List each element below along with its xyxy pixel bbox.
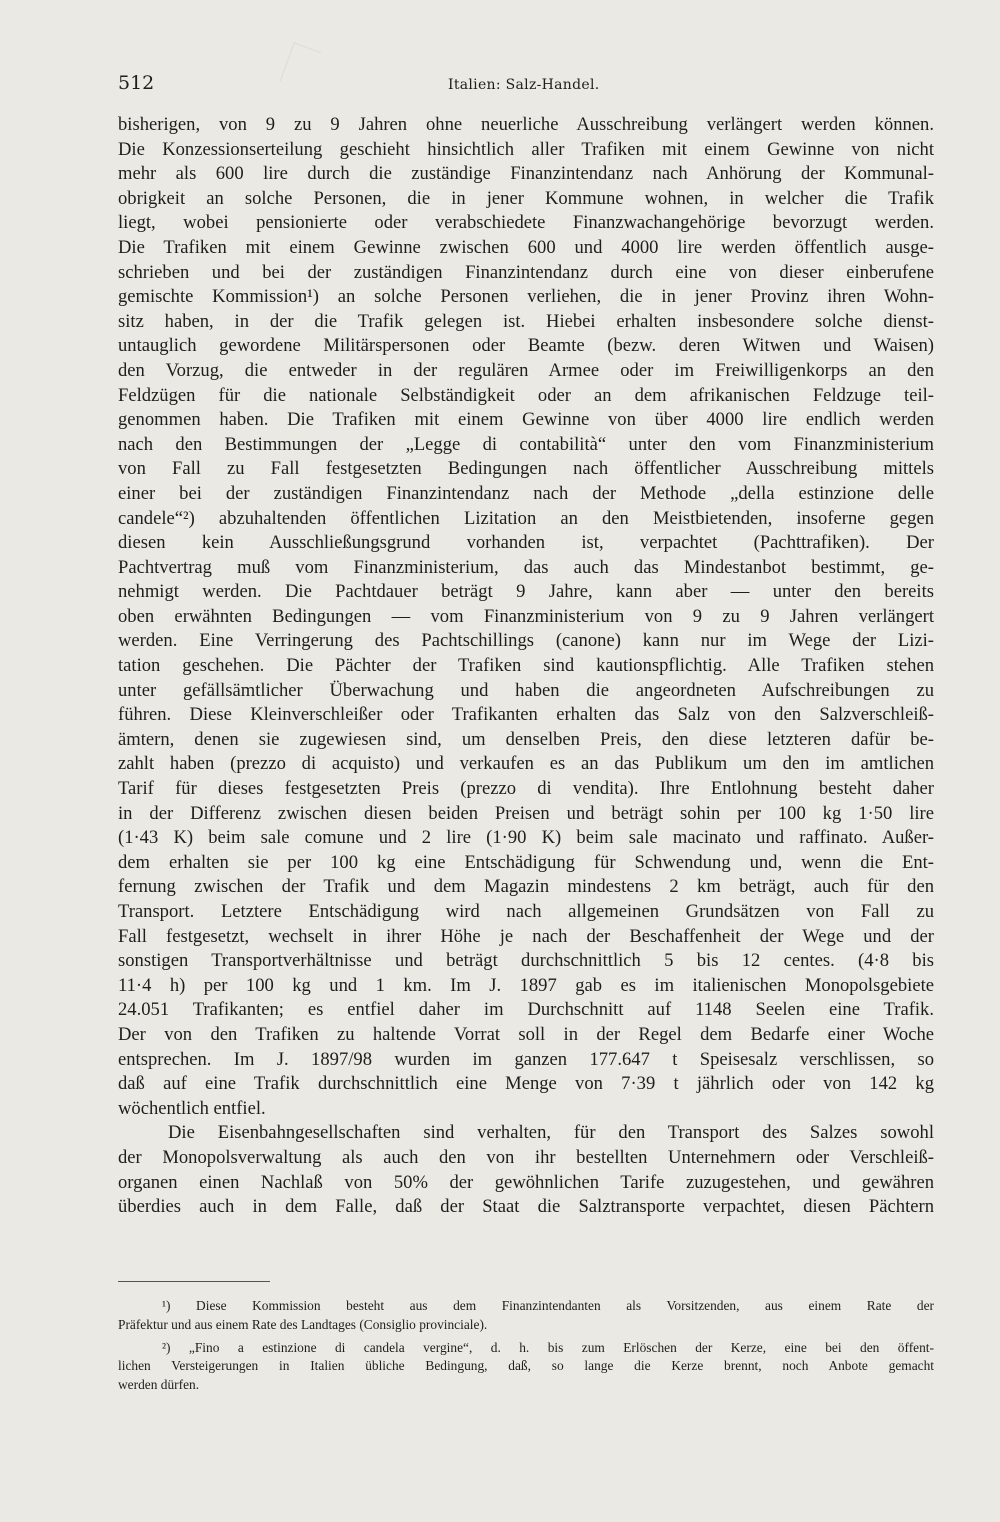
footnotes — [118, 1297, 934, 1395]
text-line: candele“²) abzuhaltenden öffentlichen Lizitation an den Meistbietenden, insoferne gegen — [118, 507, 934, 529]
footnote-line: werden dürfen. — [118, 1377, 200, 1393]
text-line: organen einen Nachlaß von 50% der gewöhnlichen Tarife zuzugestehen, und gewähren — [118, 1171, 934, 1193]
text-line: Die Konzessionserteilung geschieht hinsichtlich aller Trafiken mit einem Gewinne von nicht — [118, 138, 934, 160]
text-line: unter gefällsämtlicher Überwachung und haben die angeordneten Aufschreibungen zu — [118, 679, 934, 701]
footnote — [118, 1339, 934, 1395]
text-line: bisherigen, von 9 zu 9 Jahren ohne neuerliche Ausschreibung verlängert werden können. — [118, 114, 934, 135]
text-line: von Fall zu Fall festgesetzten Bedingungen nach öffentlicher Ausschreibung mittels — [118, 458, 934, 480]
footnote-rule — [118, 1281, 270, 1282]
text-line: Transport. Letztere Entschädigung wird nach allgemeinen Grundsätzen von Fall zu — [118, 901, 934, 922]
text-line: Feldzügen für die nationale Selbständigkeit oder an dem afrikanischen Feldzuge teil- — [118, 384, 934, 406]
text-line: liegt, wobei pensionierte oder verabschiedete Finanzwachangehörige bevorzugt werden. — [118, 212, 934, 234]
footnote-line: ¹) Diese Kommission besteht aus dem Finanzintendanten als Vorsitzenden, aus einem Rate der — [162, 1298, 934, 1313]
page-header — [118, 72, 934, 102]
text-line: zahlt haben (prezzo di acquisto) und verkaufen es an das Publikum um den im amtlichen — [118, 753, 934, 775]
text-line: daß auf eine Trafik durchschnittlich eine Menge von 7·39 t jährlich oder von 142 kg — [118, 1073, 934, 1095]
footnote-line: lichen Versteigerungen in Italien übliche Bedingung, daß, so lange die Kerze brennt, noch Anbote gemacht — [118, 1358, 934, 1374]
text-line: ämtern, denen sie zugewiesen sind, um denselben Preis, den diese letzteren dafür be- — [118, 728, 934, 750]
text-line: schrieben und bei der zuständigen Finanzintendanz durch eine von dieser einberufene — [118, 261, 934, 283]
text-line: sitz haben, in der die Trafik gelegen ist. Hiebei erhalten insbesondere solche dienst- — [118, 310, 934, 332]
text-line: sonstigen Transportverhältnisse und beträgt durchschnittlich 5 bis 12 centes. (4·8 bis — [118, 950, 934, 972]
text-line: 24.051 Trafikanten; es entfiel daher im Durchschnitt auf 1148 Seelen eine Trafik. — [118, 999, 934, 1021]
text-line: Die Eisenbahngesellschaften sind verhalten, für den Transport des Salzes sowohl — [168, 1122, 934, 1144]
text-line: in der Differenz zwischen diesen beiden Preisen und beträgt sohin per 100 kg 1·50 lire — [118, 802, 934, 824]
text-line: mehr als 600 lire durch die zuständige Finanzintendanz nach Anhörung der Kommunal- — [118, 163, 934, 185]
footnote-line: ²) „Fino a estinzione di candela vergine“, d. h. bis zum Erlöschen der Kerze, eine bei den öffent- — [162, 1339, 934, 1355]
text-line: fernung zwischen der Trafik und dem Magazin mindestens 2 km beträgt, auch für den — [118, 876, 934, 898]
footnote — [118, 1297, 934, 1335]
text-line: untauglich gewordene Militärspersonen oder Beamte (bezw. deren Witwen und Waisen) — [118, 335, 934, 357]
text-line: den Vorzug, die entweder in der regulären Armee oder im Freiwilligenkorps an den — [118, 359, 934, 381]
text-line: nach den Bestimmungen der „Legge di contabilità“ unter den vom Finanzministerium — [118, 433, 934, 455]
text-line: Die Trafiken mit einem Gewinne zwischen 600 und 4000 lire werden öffentlich ausge- — [118, 236, 934, 258]
text-line: obrigkeit an solche Personen, die in jener Kommune wohnen, in welcher die Trafik — [118, 187, 934, 209]
text-line: 11·4 h) per 100 kg und 1 km. Im J. 1897 gab es im italienischen Monopolsgebiete — [118, 974, 934, 996]
page-number: 512 — [118, 72, 155, 94]
text-line: nehmigt werden. Die Pachtdauer beträgt 9 Jahre, kann aber — unter den bereits — [118, 581, 934, 603]
text-line: dem erhalten sie per 100 kg eine Entschädigung für Schwendung und, wenn die Ent- — [118, 851, 934, 873]
text-line: einer bei der zuständigen Finanzintendanz nach der Methode „della estinzione delle — [118, 482, 934, 504]
running-title: Italien: Salz-Handel. — [448, 77, 600, 93]
text-line: (1·43 K) beim sale comune und 2 lire (1·90 K) beim sale macinato und raffinato. Außer- — [118, 827, 934, 849]
text-line: Tarif für dieses festgesetzten Preis (prezzo di vendita). Ihre Entlohnung besteht daher — [118, 778, 934, 800]
text-line: gemischte Kommission¹) an solche Personen verliehen, die in jener Provinz ihren Wohn- — [118, 286, 934, 308]
text-line: führen. Diese Kleinverschleißer oder Trafikanten erhalten das Salz von den Salzverschleiß- — [118, 704, 934, 726]
text-line: überdies auch in dem Falle, daß der Staat die Salztransporte verpachtet, diesen Pächtern — [118, 1196, 934, 1218]
text-line: wöchentlich entfiel. — [118, 1097, 266, 1119]
text-line: oben erwähnten Bedingungen — vom Finanzministerium von 9 zu 9 Jahren verlängert — [118, 605, 934, 627]
text-line: genommen haben. Die Trafiken mit einem Gewinne von über 4000 lire endlich werden — [118, 409, 934, 431]
text-line: Der von den Trafiken zu haltende Vorrat soll in der Regel dem Bedarfe einer Woche — [118, 1023, 934, 1045]
text-line: Pachtvertrag muß vom Finanzministerium, das auch das Mindestanbot bestimmt, ge- — [118, 556, 934, 578]
text-line: Fall festgesetzt, wechselt in ihrer Höhe je nach der Beschaffenheit der Wege und der — [118, 925, 934, 947]
text-line: tation geschehen. Die Pächter der Trafiken sind kautionspflichtig. Alle Trafiken stehen — [118, 655, 934, 677]
text-line: entsprechen. Im J. 1897/98 wurden im ganzen 177.647 t Speisesalz verschlissen, so — [118, 1048, 934, 1070]
text-line: der Monopolsverwaltung als auch den von ihr bestellten Unternehmern oder Verschleiß- — [118, 1146, 934, 1168]
text-line: diesen kein Ausschließungsgrund vorhanden ist, verpachtet (Pachttrafiken). Der — [118, 532, 934, 554]
text-line: werden. Eine Verringerung des Pachtschillings (canone) kann nur im Wege der Lizi- — [118, 630, 934, 652]
footnote-line: Präfektur und aus einem Rate des Landtages (Consiglio provinciale). — [118, 1316, 488, 1332]
body-text — [118, 113, 934, 1220]
